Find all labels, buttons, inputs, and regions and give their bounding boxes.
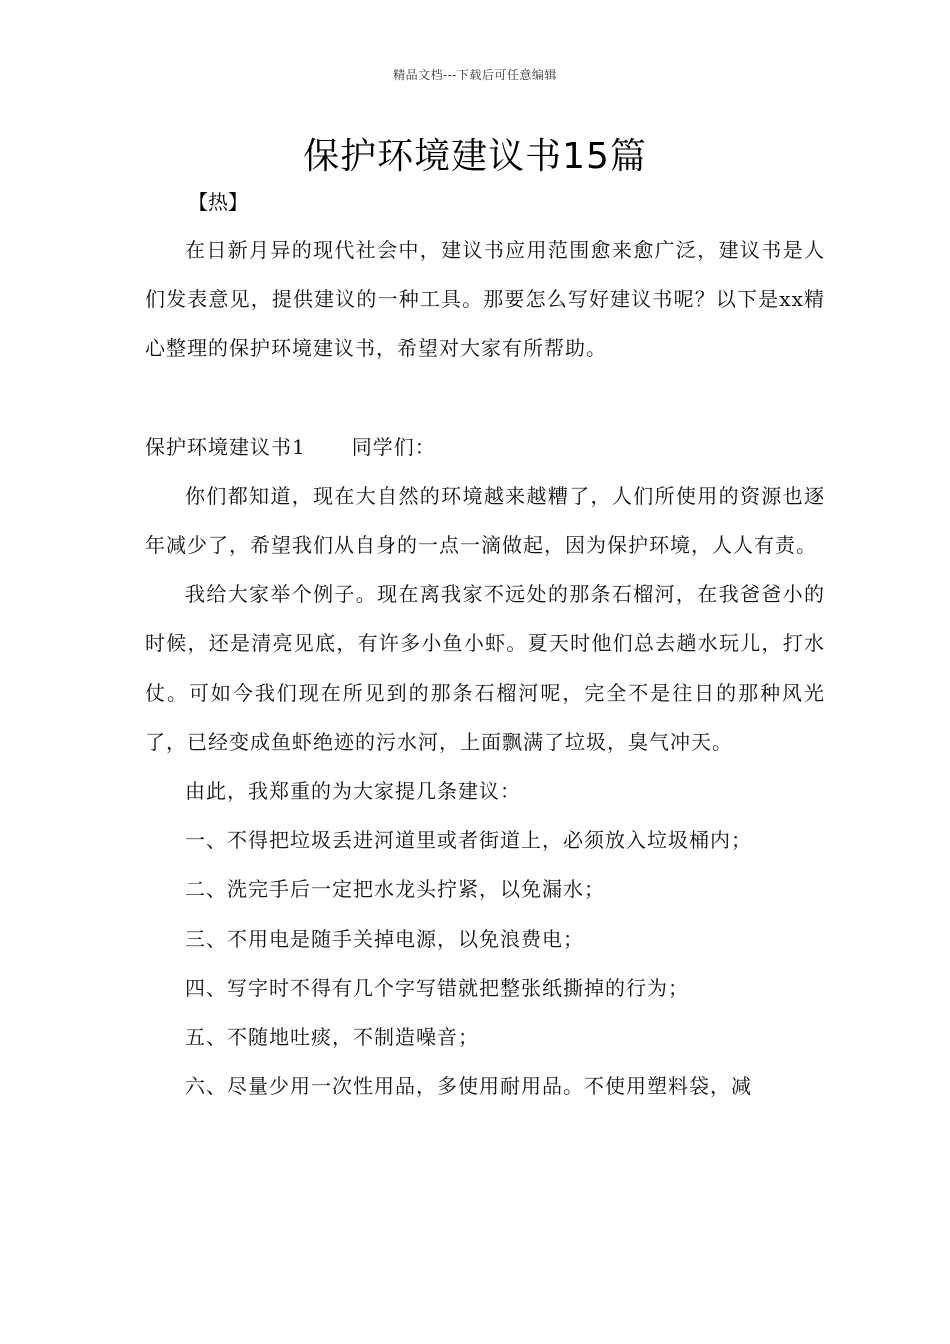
section-salutation: 同学们： — [351, 434, 436, 459]
document-body — [145, 226, 825, 1111]
section-heading — [145, 423, 825, 472]
suggestion-item: 六、尽量少用一次性用品，多使用耐用品。不使用塑料袋，减 — [185, 1074, 752, 1099]
intro-paragraph: 在日新月异的现代社会中，建议书应用范围愈来愈广泛，建议书是人们发表意见，提供建议的一种工具。那要怎么写好建议书呢？以下是xx精心整理的保护环境建议书，希望对大家有所帮助。 — [145, 238, 825, 361]
suggestion-item: 二、洗完手后一定把水龙头拧紧，以免漏水； — [185, 877, 605, 902]
suggestion-item: 四、写字时不得有几个字写错就把整张纸撕掉的行为； — [185, 975, 689, 1000]
document-title: 保护环境建议书15篇 — [303, 136, 647, 177]
suggestion-item: 五、不随地吐痰，不制造噪音； — [185, 1025, 479, 1050]
hot-tag: 【热】 — [188, 190, 248, 214]
body-paragraph: 我给大家举个例子。现在离我家不远处的那条石榴河，在我爸爸小的时候，还是清亮见底，有许多小鱼小虾。夏天时他们总去趟水玩儿，打水仗。可如今我们现在所见到的那条石榴河呢，完全不是往日的那种风光了，已经变成鱼虾绝迹的污水河，上面飘满了垃圾，臭气冲天。 — [145, 582, 825, 754]
body-paragraph: 你们都知道，现在大自然的环境越来越糟了，人们所使用的资源也逐年减少了，希望我们从自身的一点一滴做起，因为保护环境，人人有责。 — [145, 483, 825, 558]
suggestion-item: 三、不用电是随手关掉电源，以免浪费电； — [185, 926, 584, 951]
suggestion-item: 一、不得把垃圾丢进河道里或者街道上，必须放入垃圾桶内； — [185, 828, 752, 853]
blank-line — [145, 374, 825, 423]
section-title: 保护环境建议书1 — [145, 434, 306, 459]
body-paragraph: 由此，我郑重的为大家提几条建议： — [185, 779, 521, 804]
header-note: 精品文档---下载后可任意编辑 — [393, 68, 557, 82]
